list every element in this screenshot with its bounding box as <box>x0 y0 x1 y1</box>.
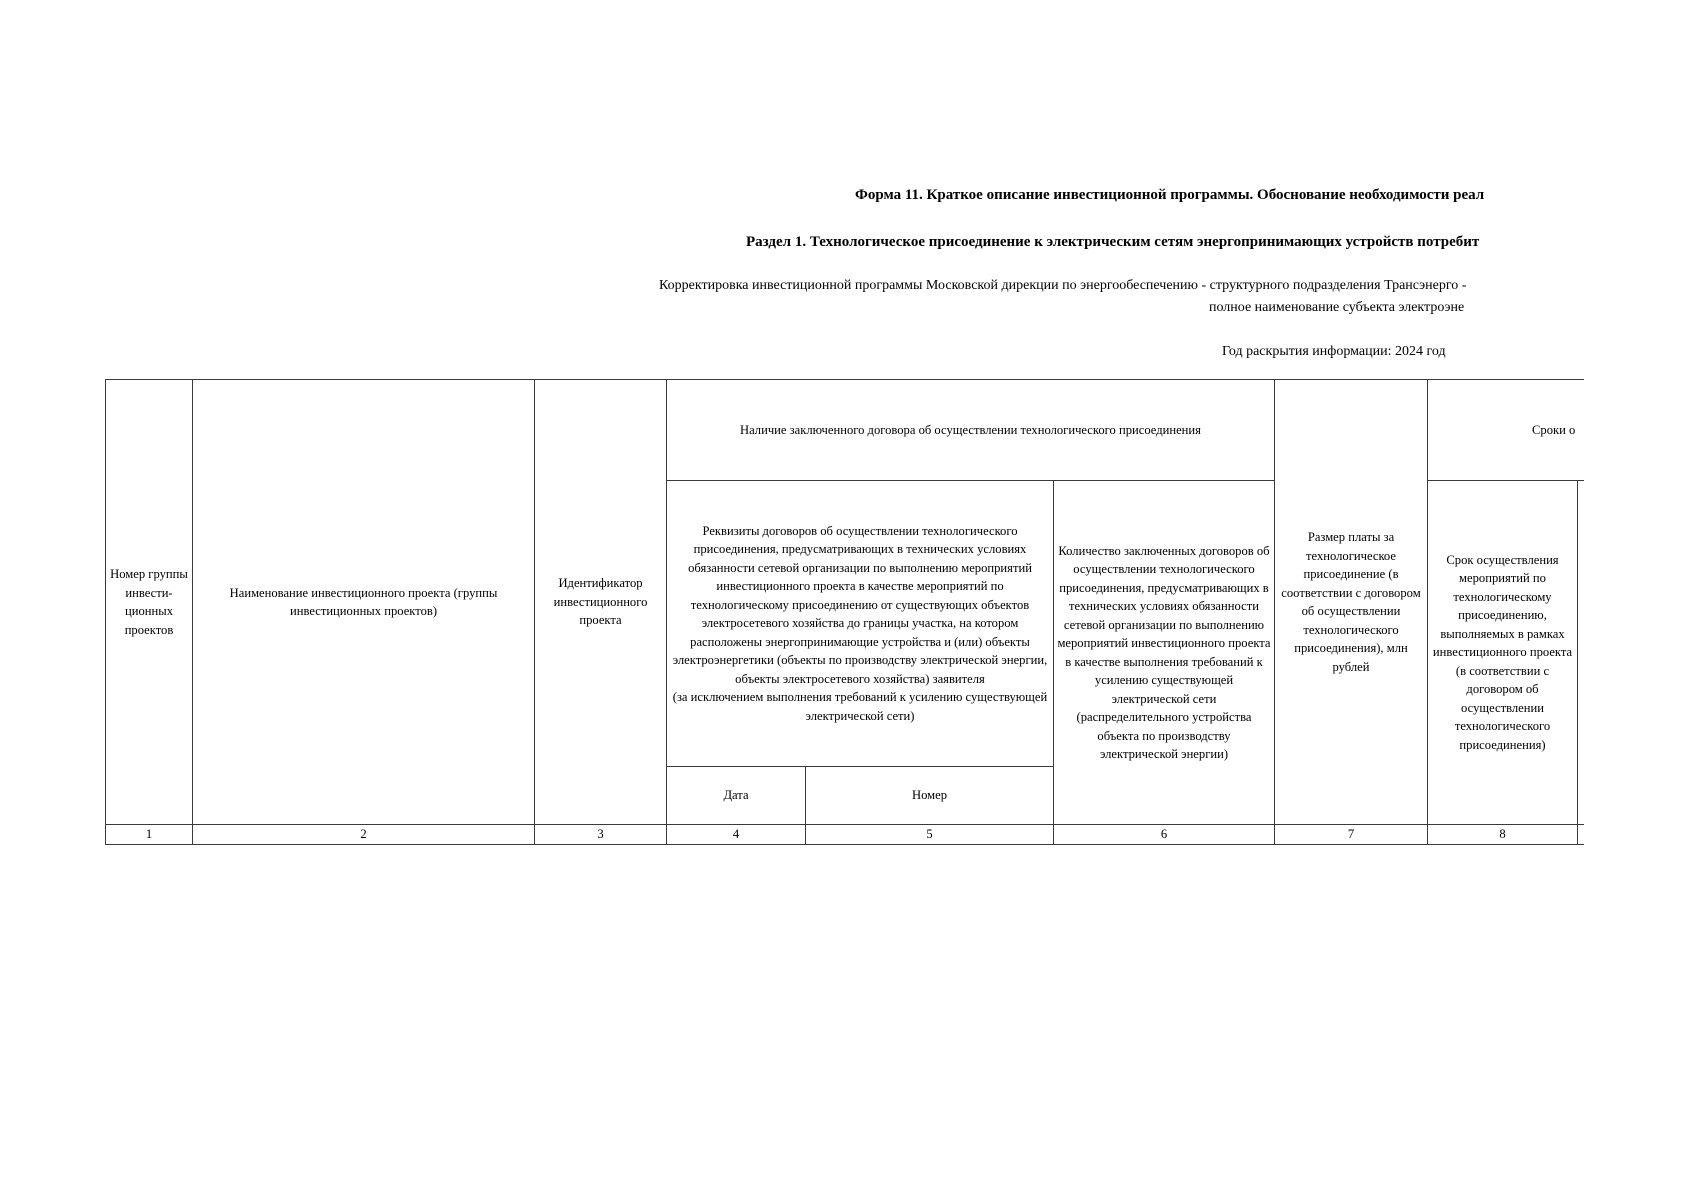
section-title: Раздел 1. Технологическое присоединение к электрическим сетям энергопринимающих устройств потребит <box>746 234 1480 250</box>
column-number-6: 6 <box>1054 825 1275 845</box>
column-number-4: 4 <box>667 825 806 845</box>
header-group-number: Номер группы инвести-ционных проектов <box>106 380 193 825</box>
column-number-9 <box>1578 825 1585 845</box>
header-identifier: Идентификатор инвестиционного проекта <box>535 380 667 825</box>
column-number-3: 3 <box>535 825 667 845</box>
header-contract-details: Реквизиты договоров об осуществлении технологического присоединения, предусматривающих в технических условиях обязанности сетевой организации по выполнению мероприятий инвестиционного проекта в качестве мероприятий по технологическому присоединению от существующих объектов электросетевого хозяйства до границы участка, на котором расположены энергопринимающие устройства и (или) объекты электроэнергетики (объекты по производству электрической энергии, объекты электросетевого хозяйства) заявителя (за исключением выполнения требований к усилению существующей электрической сети) <box>667 481 1054 767</box>
column-number-5: 5 <box>806 825 1054 845</box>
form-title: Форма 11. Краткое описание инвестиционной программы. Обоснование необходимости реал <box>855 187 1485 203</box>
header-fee: Размер платы за технологическое присоединение (в соответствии с договором об осуществлении технологического присоединения), млн рублей <box>1275 380 1428 825</box>
organization-caption: полное наименование субъекта электроэне <box>1209 300 1465 315</box>
column-number-2: 2 <box>193 825 535 845</box>
column-number-8: 8 <box>1428 825 1578 845</box>
header-next <box>1578 481 1585 825</box>
header-term: Срок осуществления мероприятий по технологическому присоединению, выполняемых в рамках инвестиционного проекта (в соответствии с договором об осуществлении технологического присоединения) <box>1428 481 1578 825</box>
column-number-row <box>106 825 1585 845</box>
column-number-7: 7 <box>1275 825 1428 845</box>
column-number-1: 1 <box>106 825 193 845</box>
header-terms-group: Сроки о <box>1428 380 1585 481</box>
header-project-name: Наименование инвестиционного проекта (группы инвестиционных проектов) <box>193 380 535 825</box>
header-date: Дата <box>667 767 806 825</box>
header-number: Номер <box>806 767 1054 825</box>
disclosure-year: Год раскрытия информации: 2024 год <box>1222 344 1446 359</box>
investment-table <box>105 379 1584 845</box>
organization-line: Корректировка инвестиционной программы Московской дирекции по энергообеспечению - структурного подразделения Трансэнерго - <box>659 278 1467 293</box>
header-contract-group: Наличие заключенного договора об осуществлении технологического присоединения <box>667 380 1275 481</box>
header-contract-count: Количество заключенных договоров об осуществлении технологического присоединения, предусматривающих в технических условиях обязанности сетевой организации по выполнению мероприятий инвестиционного проекта в качестве выполнения требований к усилению существующей электрической сети (распределительного устройства объекта по производству электрической энергии) <box>1054 481 1275 825</box>
header-row-1 <box>106 380 1585 481</box>
